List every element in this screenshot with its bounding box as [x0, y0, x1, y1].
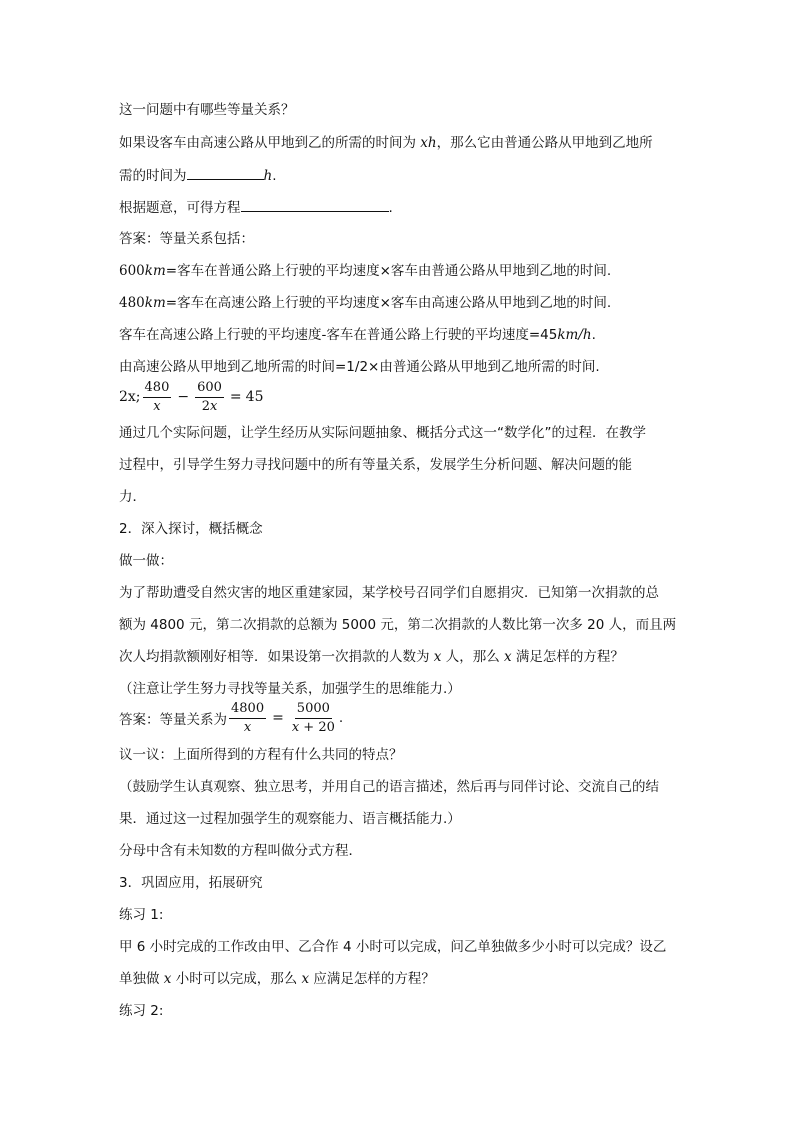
definition-line: [119, 842, 362, 860]
period: .: [338, 710, 344, 726]
equation-prompt-line: [119, 198, 393, 217]
relation-3-text: 客车在高速公路上行驶的平均速度-客车在普通公路上行驶的平均速度=45: [119, 327, 558, 343]
distance-600: 600: [119, 263, 145, 279]
fraction-600-over-2x: [195, 380, 224, 415]
blank-time-line: [119, 166, 277, 185]
try-it-heading: [119, 552, 173, 570]
denominator-x: x: [243, 719, 252, 735]
commentary-line-1: [119, 424, 646, 442]
exercise-1-text-2a: 单独做: [119, 971, 164, 987]
commentary-text-3: 力．: [119, 489, 146, 505]
section-3-heading: [119, 874, 263, 892]
equals-sign: =: [272, 710, 284, 726]
answer-2x: 2x;: [119, 389, 141, 405]
relation-4-text: 由高速公路从甲地到乙地所需的时间=1/2×由普通公路从甲地到乙地所需的时间.: [119, 359, 600, 375]
numerator-5000: 5000: [295, 701, 332, 719]
exercise-1-text-2b: 小时可以完成，那么: [171, 971, 302, 987]
coefficient-2: 2: [201, 398, 210, 414]
distance-480: 480: [119, 295, 145, 311]
exercise-2-heading: [119, 1002, 163, 1020]
exercise-2-label: 练习 2:: [119, 1003, 164, 1019]
answer-equation-1: [119, 377, 263, 417]
donation-text-1: 为了帮助遭受自然灾害的地区重建家园，某学校号召同学们自愿捐灾．已知第一次捐款的总: [119, 585, 659, 601]
period: .: [272, 168, 277, 184]
numerator-600: 600: [195, 380, 224, 398]
variable-x: x: [209, 398, 218, 414]
note-text: （注意让学生努力寻找等量关系，加强学生的思维能力.）: [119, 681, 461, 697]
unit-km: km: [144, 263, 166, 279]
fraction-4800-over-x: [229, 701, 266, 736]
exercise-1-label: 练习 1:: [119, 907, 164, 923]
try-it-label: 做一做：: [119, 553, 173, 569]
relation-line-4: [119, 358, 600, 376]
commentary-text-2: 过程中，引导学生努力寻找问题中的所有等量关系，发展学生分析问题、解决问题的能: [119, 457, 632, 473]
variable-x: x: [291, 719, 300, 735]
guidance-text-1: （鼓励学生认真观察、独立思考，并用自己的语言描述，然后再与同伴讨论、交流自己的结: [119, 779, 659, 795]
commentary-line-2: [119, 456, 632, 474]
discuss-line: [119, 746, 403, 764]
variable-x: x: [433, 649, 442, 665]
variable-x: x: [301, 971, 310, 987]
numerator-4800: 4800: [229, 701, 266, 719]
fraction-5000-over-x-plus-20: [290, 701, 337, 736]
commentary-line-3: [119, 488, 146, 506]
fraction-480-over-x: [143, 380, 172, 415]
answer-blank-time[interactable]: [187, 166, 264, 180]
relation-2-text: =客车在高速公路上行驶的平均速度×客车由高速公路从甲地到乙地的时间.: [165, 295, 612, 311]
question-line: [119, 101, 295, 119]
denominator-2x: [200, 398, 220, 415]
answer-label-2: 答案：等量关系为: [119, 712, 227, 728]
section-3-title: 3．巩固应用，拓展研究: [119, 875, 263, 891]
denominator-x-plus-20: [290, 719, 337, 736]
period: .: [591, 327, 596, 343]
equals-sign: =: [229, 389, 242, 405]
period: .: [388, 200, 393, 216]
unit-h: h: [263, 168, 273, 184]
donation-text-3b: 人，那么: [441, 649, 505, 665]
donation-text-3a: 次人均捐款额刚好相等．如果设第一次捐款的人数为: [119, 649, 434, 665]
variable-xh: xh: [420, 135, 437, 151]
minus-sign: −: [177, 389, 190, 405]
section-2-heading: [119, 520, 263, 538]
guidance-line-1: [119, 778, 659, 796]
blank-time-label: 需的时间为: [119, 168, 187, 184]
assumption-text-b: ，那么它由普通公路从甲地到乙地所: [436, 135, 653, 151]
donation-problem-line-3: [119, 648, 624, 666]
section-2-title: 2．深入探讨，概括概念: [119, 521, 263, 537]
donation-problem-line-2: [119, 616, 676, 634]
commentary-text-1: 通过几个实际问题，让学生经历从实际问题抽象、概括分式这一“数学化”的过程．在教学: [119, 425, 646, 441]
discuss-text: 议一议：上面所得到的方程有什么共同的特点？: [119, 747, 403, 763]
exercise-1-line-2: [119, 970, 435, 988]
assumption-line: [119, 134, 653, 152]
answer-equation-2: [119, 698, 343, 738]
donation-text-2: 额为 4800 元，第二次捐款的总额为 5000 元，第二次捐款的人数比第一次多 20 人，而且两: [119, 617, 677, 633]
relation-1-text: =客车在普通公路上行驶的平均速度×客车由普通公路从甲地到乙地的时间.: [165, 263, 612, 279]
note-line: [119, 680, 461, 698]
answer-heading: [119, 230, 254, 248]
answer-heading-text: 答案：等量关系包括：: [119, 231, 254, 247]
unit-km: km: [144, 295, 166, 311]
relation-line-2: [119, 294, 611, 312]
donation-text-3c: 满足怎样的方程？: [511, 649, 624, 665]
exercise-1-text-1: 甲 6 小时完成的工作改由甲、乙合作 4 小时可以完成，问乙单独做多少小时可以完成？设乙: [119, 939, 667, 955]
exercise-1-heading: [119, 906, 163, 924]
relation-line-1: [119, 262, 611, 280]
unit-km-per-h: km/h: [557, 327, 592, 343]
donation-problem-line-1: [119, 584, 659, 602]
definition-text: 分母中含有未知数的方程叫做分式方程．: [119, 843, 362, 859]
question-text: 这一问题中有哪些等量关系？: [119, 102, 295, 118]
exercise-1-line-1: [119, 938, 666, 956]
answer-blank-equation[interactable]: [241, 198, 389, 212]
guidance-line-2: [119, 810, 461, 828]
plus-20: + 20: [299, 719, 335, 735]
rhs-45: 45: [245, 389, 264, 405]
guidance-text-2: 果．通过这一过程加强学生的观察能力、语言概括能力.）: [119, 811, 461, 827]
variable-x: x: [163, 971, 172, 987]
numerator-480: 480: [143, 380, 172, 398]
equation-prompt-label: 根据题意，可得方程: [119, 200, 241, 216]
exercise-1-text-2c: 应满足怎样的方程？: [309, 971, 435, 987]
assumption-text-a: 如果设客车由高速公路从甲地到乙的所需的时间为: [119, 135, 421, 151]
relation-line-3: [119, 326, 596, 344]
denominator-x: x: [153, 398, 161, 414]
variable-x: x: [504, 649, 512, 665]
